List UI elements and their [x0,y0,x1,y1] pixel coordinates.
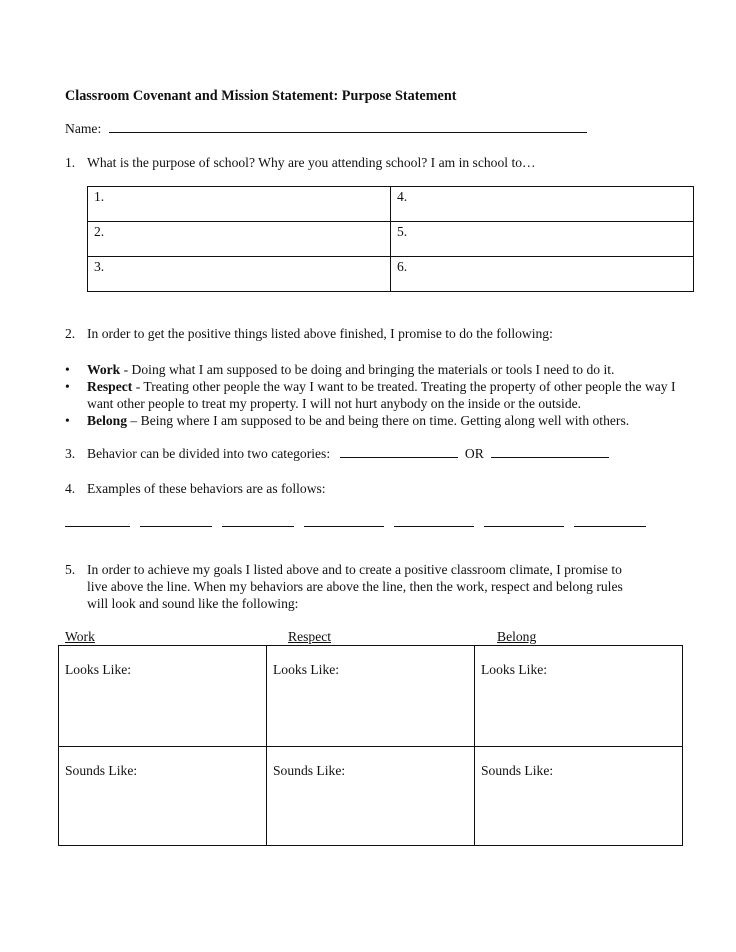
looks-like-cell[interactable] [59,646,267,747]
looks-like-cell[interactable] [267,646,475,747]
bullet-keyword: Work [87,362,121,377]
list-item [65,378,695,412]
question-text: What is the purpose of school? Why are you attending school? I am in school to… [87,155,536,170]
question-2 [65,326,553,342]
question-text: Examples of these behaviors are as follows: [87,481,326,496]
question-number: 2. [65,326,76,341]
question-text: will look and sound like the following: [87,596,299,611]
list-item [65,361,695,378]
looks-like-cell[interactable] [475,646,683,747]
bullet-text: – Being where I am supposed to be and being there on time. Getting along well with others. [127,413,630,428]
purpose-table [87,186,694,292]
question-number: 3. [65,446,76,461]
question-3 [65,446,609,462]
bullet-icon: • [65,413,70,428]
cell-label: Looks Like: [273,662,340,677]
purpose-cell[interactable]: 1. [88,187,391,222]
question-4 [65,481,326,497]
bullet-keyword: Belong [87,413,128,428]
category-blank-2[interactable] [491,447,609,458]
bullet-icon: • [65,362,70,377]
cell-label: Looks Like: [65,662,132,677]
column-heading-respect: Respect [288,629,332,644]
looks-sounds-table [58,645,683,846]
question-number: 1. [65,155,76,170]
purpose-cell[interactable]: 3. [88,257,391,292]
sounds-like-cell[interactable] [475,747,683,846]
bullet-keyword: Respect [87,379,133,394]
column-heading-belong: Belong [497,629,537,644]
example-blank[interactable] [484,517,564,527]
purpose-cell[interactable]: 5. [391,222,694,257]
name-field[interactable] [65,121,587,137]
purpose-cell[interactable]: 6. [391,257,694,292]
page-title: Classroom Covenant and Mission Statement: Purpose Statement [65,88,457,104]
example-blank[interactable] [65,517,130,527]
question-5 [65,561,695,612]
cell-label: Looks Like: [481,662,548,677]
question-text: live above the line. When my behaviors are above the line, then the work, respect and belong rules [87,579,623,594]
column-heading-work: Work [65,629,95,644]
cell-label: Sounds Like: [273,763,346,778]
list-item [65,412,695,429]
examples-blanks [65,515,656,531]
question-text: In order to get the positive things listed above finished, I promise to do the following: [87,326,553,341]
bullet-icon: • [65,379,70,394]
purpose-cell[interactable]: 4. [391,187,694,222]
question-text: In order to achieve my goals I listed above and to create a positive classroom climate, I promise to [87,562,622,577]
question-1 [65,155,536,171]
question-number: 4. [65,481,76,496]
bullet-text: - Doing what I am supposed to be doing and bringing the materials or tools I need to do it. [120,362,615,377]
sounds-like-cell[interactable] [267,747,475,846]
question-number: 5. [65,562,76,577]
name-label: Name: [65,121,102,136]
cell-label: Sounds Like: [65,763,138,778]
or-label: OR [464,446,484,461]
question-text: Behavior can be divided into two categories: [87,446,331,461]
example-blank[interactable] [574,517,646,527]
example-blank[interactable] [140,517,212,527]
sounds-like-cell[interactable] [59,747,267,846]
example-blank[interactable] [394,517,474,527]
category-blank-1[interactable] [340,447,458,458]
example-blank[interactable] [222,517,294,527]
example-blank[interactable] [304,517,384,527]
bullet-text: - Treating other people the way I want to be treated. Treating the property of other people the way I want other people to treat my property. I will not hurt anybody on the inside or the outside. [87,379,676,411]
purpose-cell[interactable]: 2. [88,222,391,257]
cell-label: Sounds Like: [481,763,554,778]
name-blank[interactable] [109,122,587,133]
promise-list [65,361,695,429]
